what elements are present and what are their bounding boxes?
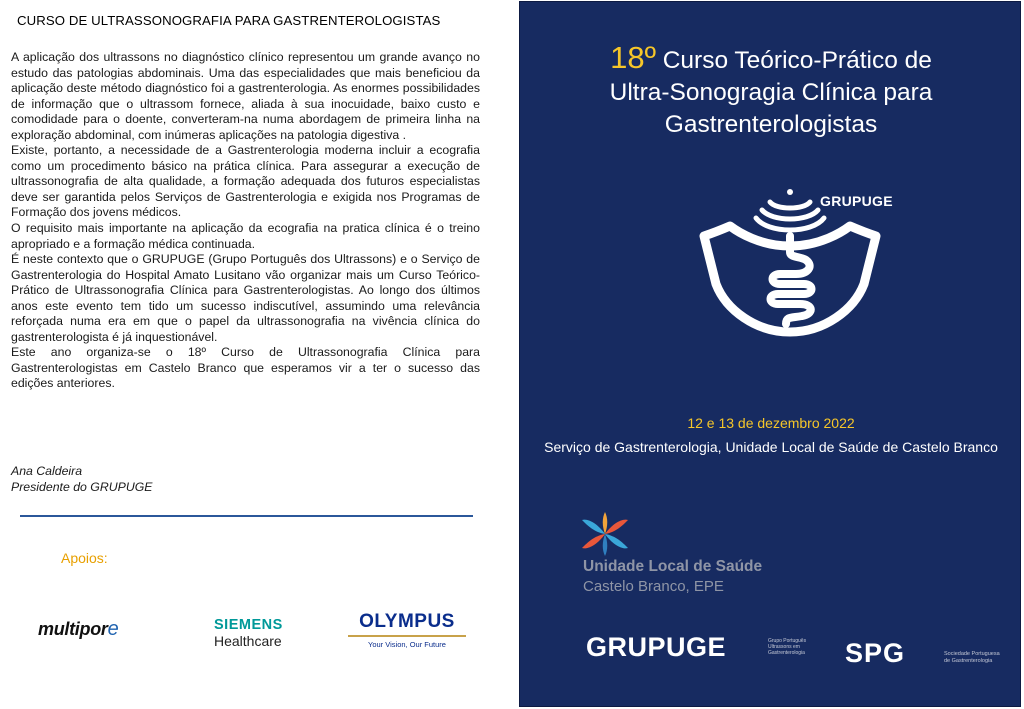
event-venue: Serviço de Gastrenterologia, Unidade Local de Saúde de Castelo Branco	[544, 439, 998, 455]
paragraph-1: A aplicação dos ultrassons no diagnóstico clínico representou um grande avanço no estudo das patologias abdominais. Uma das especialidades que mais beneficiou da aplicação deste método diagnóstico foi a gastrenterologia. As enormes possibilidades de informação que o ultrassom fornece, aliada à sua inocuidade, baixo custo e comodidade para o doente, converteram-na numa abordagem de primeira linha na exploração abdominal, com inúmeras aplicações na patologia digestiva .	[11, 50, 480, 142]
intestine-emblem-icon	[690, 188, 890, 338]
multipore-logo-text: multipor	[38, 619, 108, 639]
emblem-label: GRUPUGE	[820, 193, 893, 209]
spg-tagline: Sociedade Portuguesa de Gastrenterologia	[944, 651, 1000, 664]
uls-name: Unidade Local de Saúde	[583, 558, 763, 575]
right-panel	[519, 1, 1021, 707]
left-panel	[0, 0, 510, 709]
siemens-logo-division: Healthcare	[214, 633, 282, 649]
olympus-logo-bar	[348, 635, 466, 637]
paragraph-4: É neste contexto que o GRUPUGE (Grupo Português dos Ultrassons) e o Serviço de Gastrenterologia do Hospital Amato Lusitano vão organizar mais um Curso Teórico-Prático de Ultrassonografia Clínica para Gastrenterologistas. Ao longo dos últimos anos este evento tem tido um sucesso indiscutível, assumindo uma relevância reforçada numa era em que o papel da ultrassonografia na vivência clínica do gastrenterologista é já inquestionável.	[11, 252, 480, 344]
course-heading: CURSO DE ULTRASSONOGRAFIA PARA GASTRENTEROLOGISTAS	[17, 13, 441, 28]
event-date: 12 e 13 de dezembro 2022	[687, 415, 855, 431]
section-divider	[20, 515, 473, 517]
spg-logo: SPG	[845, 638, 906, 668]
signature-name: Ana Caldeira	[11, 464, 83, 478]
event-title-line-1	[520, 42, 1022, 77]
olympus-logo-tagline: Your Vision, Our Future	[368, 640, 446, 649]
paragraph-3: O requisito mais importante na aplicação da ecografia na pratica clínica é o treino apropriado e a formação médica continuada.	[11, 221, 480, 251]
siemens-logo-name: SIEMENS	[214, 617, 283, 633]
grupuge-tagline: Grupo Português Ultrassons em Gastrenterologia	[768, 638, 807, 656]
uls-subtitle: Castelo Branco, EPE	[583, 578, 724, 595]
multipore-logo	[38, 618, 118, 641]
olympus-logo	[344, 611, 470, 650]
siemens-logo	[214, 617, 283, 649]
event-title	[520, 42, 1022, 141]
uls-butterfly-icon	[580, 510, 630, 558]
signature-block	[11, 464, 152, 495]
paragraph-5: Este ano organiza-se o 18º Curso de Ultrassonografia Clínica para Gastrenterologistas em Castelo Branco que esperamos vir a ter o sucesso das edições anteriores.	[11, 345, 480, 391]
grupuge-logo: GRUPUGE	[586, 632, 727, 662]
event-title-line-1-text: Curso Teórico-Prático de	[655, 47, 932, 74]
event-title-line-3: Gastrenterologistas	[664, 111, 878, 138]
apoios-label: Apoios:	[61, 550, 108, 566]
paragraph-2: Existe, portanto, a necessidade de a Gastrenterologia moderna incluir a ecografia como um procedimento básico na prática clínica. Para assegurar a execução de ultrassonografia de alta qualidade, a formação adequada dos futuros especialistas deve ser garantida pelos Serviços de Gastrenterologia e exigida nos Programas de Formação dos jovens médicos.	[11, 143, 480, 220]
multipore-logo-e: e	[107, 618, 119, 640]
event-title-line-2: Ultra-Sonogragia Clínica para	[609, 79, 933, 106]
olympus-logo-name: OLYMPUS	[359, 611, 455, 632]
edition-number: 18º	[610, 40, 656, 75]
signature-role: Presidente do GRUPUGE	[11, 479, 153, 494]
course-description	[11, 50, 480, 392]
